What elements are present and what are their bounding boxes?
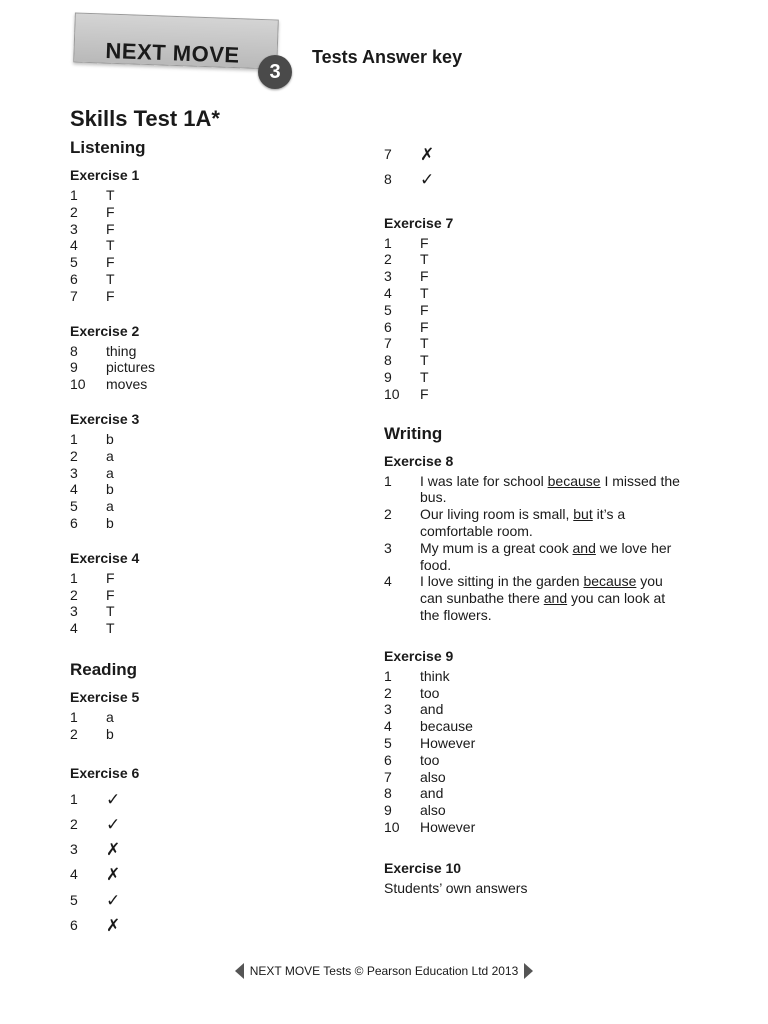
exercise-title: Exercise 10	[384, 859, 462, 876]
exercise-title: Exercise 3	[70, 410, 140, 427]
cross-mark-icon: ✗	[106, 840, 121, 860]
answer-row: 5 F	[384, 301, 429, 318]
answer-row: 4 because	[384, 718, 473, 735]
section-heading-writing: Writing	[384, 423, 443, 443]
check-mark-icon: ✓	[106, 789, 121, 809]
answer-row: 1 F	[70, 569, 115, 586]
answer-row: 6 b	[70, 514, 114, 531]
check-mark-icon: ✓	[420, 170, 435, 190]
answer-row: 2 F	[70, 586, 115, 603]
answer-row: 3 T	[70, 603, 115, 620]
brand-name: NEXT MOVE	[105, 38, 240, 68]
exercise-title: Exercise 1	[70, 167, 140, 183]
answer-row: 3 F	[70, 220, 115, 237]
section-heading-reading: Reading	[70, 659, 138, 679]
section-heading-listening: Listening	[70, 138, 146, 157]
answer-row: 7 also	[384, 768, 446, 785]
exercise-title: Exercise 7	[384, 214, 454, 231]
right-column	[384, 142, 684, 913]
answer-row: 8 T	[384, 352, 429, 369]
level-badge: 3	[258, 55, 292, 89]
answer-row: 3 My mum is a great cook and we love her food.	[384, 539, 672, 573]
answer-row: 1 b	[70, 430, 114, 447]
triangle-right-icon	[524, 963, 533, 979]
exercise-title: Exercise 8	[384, 452, 454, 469]
answer-row: 8 and	[384, 785, 444, 802]
answer-row: 1 I was late for school because I missed the bus.	[384, 472, 680, 506]
answer-row: 4 T	[70, 620, 115, 637]
answer-row: 7 ✗	[384, 142, 684, 167]
answer-row: 8 ✓	[384, 167, 684, 192]
check-mark-icon: ✓	[106, 890, 121, 910]
answer-row: 5 a	[70, 498, 114, 515]
answer-row: 3 ✗	[70, 837, 360, 862]
answer-row: 4 b	[70, 481, 114, 498]
footer-text: NEXT MOVE Tests © Pearson Education Ltd 2013	[249, 964, 519, 978]
test-title: Skills Test 1A*	[70, 106, 220, 131]
answer-row: 2 too	[384, 684, 440, 701]
cross-mark-icon: ✗	[420, 145, 435, 164]
exercise-title: Exercise 9	[384, 647, 454, 664]
answer-row: 1 F	[384, 234, 429, 251]
answer-row: 10 moves	[70, 376, 148, 393]
answer-row: 5 However	[384, 734, 476, 751]
answer-row: 1 T	[70, 187, 115, 203]
exercise-2	[70, 321, 360, 393]
answer-row: 1 think	[384, 667, 450, 684]
answer-row: 2 Our living room is small, but it’s a comfortable room.	[384, 506, 626, 539]
answer-row: 3 F	[384, 268, 429, 285]
exercise-3	[70, 409, 360, 532]
answer-row: 2 a	[70, 447, 114, 464]
answer-row: 7 T	[384, 335, 429, 352]
answer-row: 2 ✓	[70, 812, 360, 837]
exercise-5	[70, 687, 360, 743]
answer-row: 1 a	[70, 708, 114, 725]
answer-text: Students’ own answers	[384, 879, 528, 896]
answer-row: 10 However	[384, 818, 476, 835]
answer-row: 9 pictures	[70, 359, 156, 376]
document-title: Tests Answer key	[312, 47, 463, 67]
triangle-left-icon	[235, 963, 244, 979]
answer-row: 9 T	[384, 368, 429, 385]
answer-row: 7 F	[70, 287, 115, 304]
answer-row: 3 a	[70, 464, 114, 481]
answer-row: 6 T	[70, 270, 115, 287]
exercise-title: Exercise 6	[70, 764, 140, 781]
exercise-6	[70, 763, 360, 939]
exercise-4	[70, 548, 360, 637]
answer-row: 2 b	[70, 725, 114, 742]
answer-row: 5 ✓	[70, 888, 360, 913]
answer-row: 2 F	[70, 203, 115, 220]
cross-mark-icon: ✗	[106, 916, 121, 936]
exercise-7	[384, 213, 684, 403]
exercise-title: Exercise 2	[70, 322, 140, 339]
answer-row: 4 T	[384, 284, 429, 301]
answer-row: 3 and	[384, 701, 444, 718]
exercise-title: Exercise 4	[70, 549, 140, 566]
exercise-1	[70, 165, 360, 305]
answer-row: 10 F	[384, 385, 429, 402]
answer-row: 6 F	[384, 318, 429, 335]
answer-row: 4 I love sitting in the garden because you can sunbathe there and you can look at the flowers.	[384, 573, 666, 623]
answer-row: 1 ✓	[70, 787, 360, 812]
page-footer	[0, 963, 768, 979]
answer-row: 6 too	[384, 751, 440, 768]
answer-row: 2 T	[384, 251, 429, 268]
answer-row: 6 ✗	[70, 913, 360, 938]
answer-row: 8 thing	[70, 342, 137, 359]
exercise-9	[384, 646, 684, 836]
exercise-8	[384, 451, 684, 624]
answer-row: 5 F	[70, 254, 115, 271]
answer-row: 9 also	[384, 802, 446, 819]
cross-mark-icon: ✗	[106, 865, 121, 885]
exercise-6-continued	[384, 142, 684, 193]
answer-row: 4 T	[70, 237, 115, 254]
exercise-title: Exercise 5	[70, 688, 140, 705]
exercise-10	[384, 858, 684, 897]
answer-row: 4 ✗	[70, 862, 360, 887]
left-column	[70, 137, 360, 954]
check-mark-icon: ✓	[106, 814, 121, 834]
